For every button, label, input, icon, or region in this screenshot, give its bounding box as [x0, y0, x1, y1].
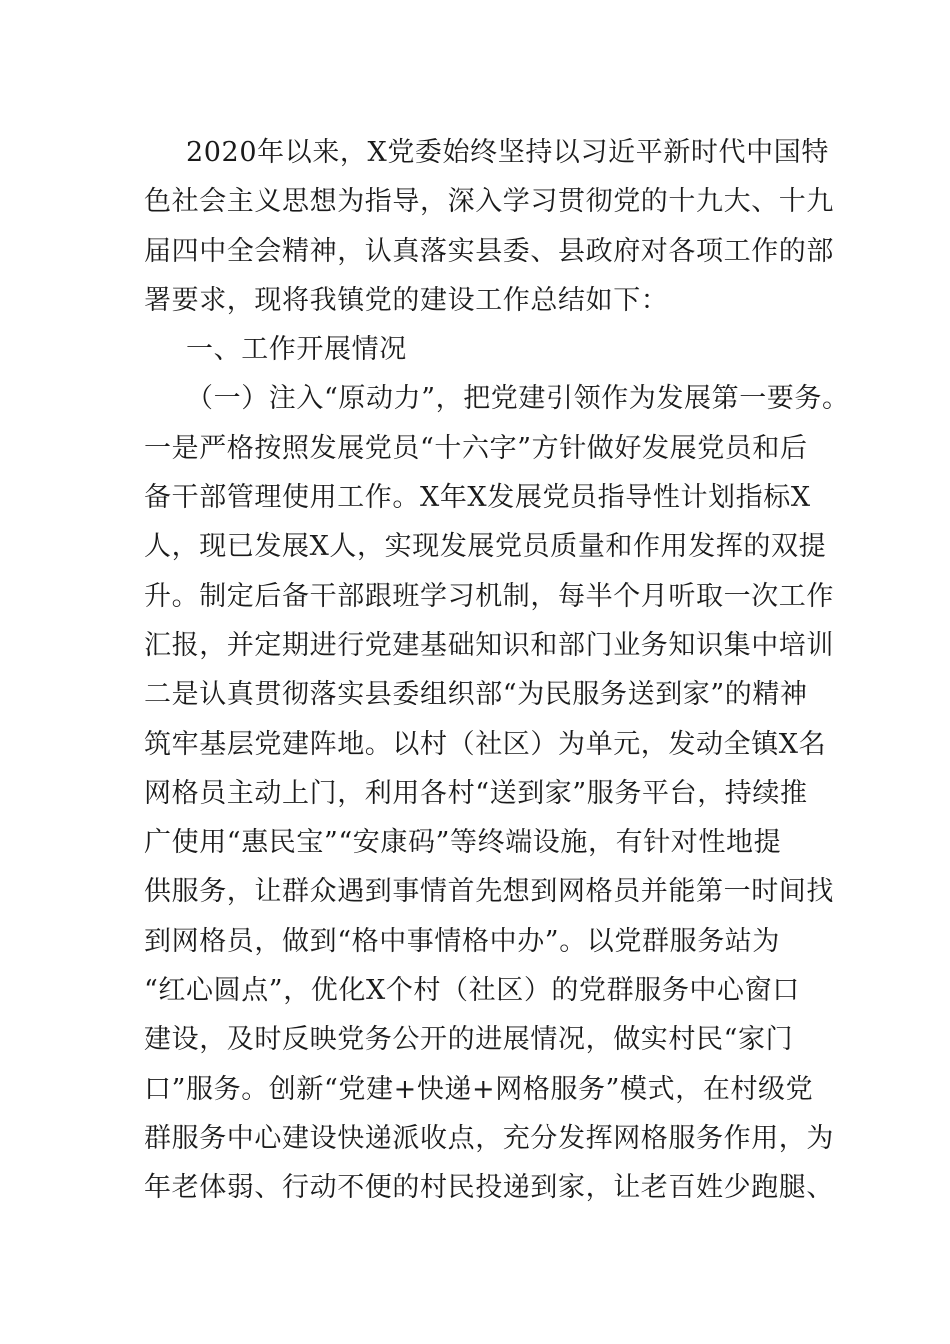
paragraph-line: 网格员主动上门，利用各村“送到家”服务平台，持续推	[144, 777, 808, 809]
paragraph-line: 色社会主义思想为指导，深入学习贯彻党的十九大、十九	[144, 186, 834, 218]
paragraph-line: 到网格员，做到“格中事情格中办”。以党群服务站为	[144, 925, 781, 957]
paragraph-line: 建设，及时反映党务公开的进展情况，做实村民“家门	[144, 1024, 794, 1056]
paragraph-line: 广使用“惠民宝”“安康码”等终端设施，有针对性地提	[144, 827, 782, 859]
paragraph-line: 升。制定后备干部跟班学习机制，每半个月听取一次工作	[144, 580, 834, 612]
paragraph-line: 群服务中心建设快递派收点，充分发挥网格服务作用，为	[144, 1122, 834, 1154]
paragraph-line: 口”服务。创新“党建+快递+网格服务”模式，在村级党	[144, 1073, 814, 1105]
paragraph-line: “红心圆点”，优化X个村（社区）的党群服务中心窗口	[144, 975, 800, 1007]
document-body	[144, 128, 850, 1213]
paragraph-line: 备干部管理使用工作。X年X发展党员指导性计划指标X	[144, 482, 811, 514]
paragraph-line: 一是严格按照发展党员“十六字”方针做好发展党员和后	[144, 432, 808, 464]
paragraph-line: 汇报，并定期进行党建基础知识和部门业务知识集中培训	[144, 629, 834, 661]
subsection-heading: （一）注入“原动力”，把党建引领作为发展第一要务。	[186, 383, 850, 415]
paragraph-line: 署要求，现将我镇党的建设工作总结如下：	[144, 284, 669, 316]
paragraph-line: 2020年以来，X党委始终坚持以习近平新时代中国特	[186, 137, 829, 168]
paragraph-line: 年老体弱、行动不便的村民投递到家，让老百姓少跑腿、	[144, 1172, 834, 1204]
paragraph-line: 届四中全会精神，认真落实县委、县政府对各项工作的部	[144, 235, 834, 267]
section-heading: 一、工作开展情况	[186, 334, 407, 366]
paragraph-line: 筑牢基层党建阵地。以村（社区）为单元，发动全镇X名	[144, 728, 827, 760]
paragraph-line: 人，现已发展X人，实现发展党员质量和作用发挥的双提	[144, 531, 827, 563]
paragraph-line: 二是认真贯彻落实县委组织部“为民服务送到家”的精神	[144, 679, 808, 711]
paragraph-line: 供服务，让群众遇到事情首先想到网格员并能第一时间找	[144, 876, 834, 908]
